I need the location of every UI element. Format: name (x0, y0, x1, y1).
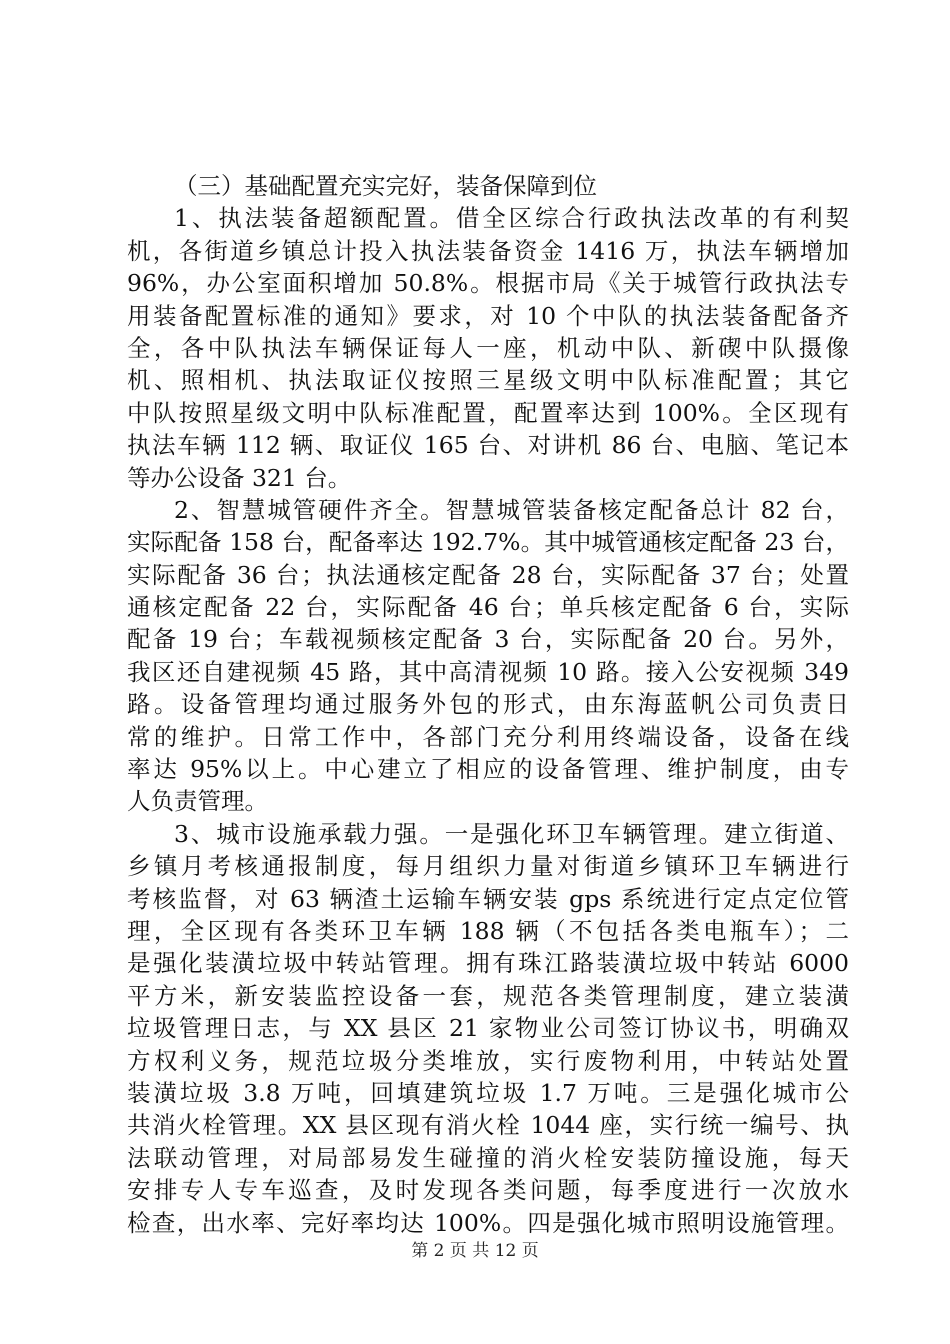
text-line: 3、城市设施承载力强。一是强化环卫车辆管理。建立街道、 (174, 819, 849, 848)
document-body (127, 170, 849, 1239)
text-line: 等办公设备 321 台。 (127, 463, 352, 492)
text-line: 人负责管理。 (127, 787, 268, 816)
section-heading: （三）基础配置充实完好，装备保障到位 (174, 172, 597, 200)
text-line: 共消火栓管理。XX 县区现有消火栓 1044 座，实行统一编号、执 (127, 1111, 849, 1140)
paragraph-1 (127, 202, 849, 494)
text-line: 96%，办公室面积增加 50.8%。根据市局《关于城管行政执法专 (127, 269, 849, 298)
text-line: 理，全区现有各类环卫车辆 188 辆（不包括各类电瓶车）；二 (127, 916, 849, 945)
text-line: 中队按照星级文明中队标准配置，配置率达到 100%。全区现有 (127, 398, 849, 427)
paragraph-3 (127, 818, 849, 1239)
text-line: 配备 19 台；车载视频核定配备 3 台，实际配备 20 台。另外， (127, 625, 849, 654)
text-line: 实际配备 36 台；执法通核定配备 28 台，实际配备 37 台；处置 (127, 560, 849, 589)
text-line: 全，各中队执法车辆保证每人一座，机动中队、新碶中队摄像 (127, 333, 849, 362)
text-line: 乡镇月考核通报制度，每月组织力量对街道乡镇环卫车辆进行 (127, 852, 849, 881)
text-line: 机，各街道乡镇总计投入执法装备资金 1416 万，执法车辆增加 (127, 236, 849, 265)
text-line: 实际配备 158 台，配备率达 192.7%。其中城管通核定配备 23 台， (127, 528, 849, 557)
text-line: 用装备配置标准的通知》要求，对 10 个中队的执法装备配备齐 (127, 301, 849, 330)
text-line: 是强化装潢垃圾中转站管理。拥有珠江路装潢垃圾中转站 6000 (127, 949, 849, 978)
paragraph-2 (127, 494, 849, 818)
text-line: 安排专人专车巡查，及时发现各类问题，每季度进行一次放水 (127, 1176, 849, 1205)
text-line: 路。设备管理均通过服务外包的形式，由东海蓝帆公司负责日 (127, 690, 849, 719)
text-line: 平方米，新安装监控设备一套，规范各类管理制度，建立装潢 (127, 981, 849, 1010)
text-line: 方权利义务，规范垃圾分类堆放，实行废物利用，中转站处置 (127, 1046, 849, 1075)
text-line: 法联动管理，对局部易发生碰撞的消火栓安装防撞设施，每天 (127, 1143, 849, 1172)
text-line: 常的维护。日常工作中，各部门充分利用终端设备，设备在线 (127, 722, 849, 751)
text-line: 机、照相机、执法取证仪按照三星级文明中队标准配置；其它 (127, 366, 849, 395)
text-line: 我区还自建视频 45 路，其中高清视频 10 路。接入公安视频 349 (127, 657, 849, 686)
text-line: 率达 95%以上。中心建立了相应的设备管理、维护制度，由专 (127, 755, 849, 784)
text-line: 2、智慧城管硬件齐全。智慧城管装备核定配备总计 82 台， (174, 495, 849, 524)
text-line: 检查，出水率、完好率均达 100%。四是强化城市照明设施管理。 (127, 1208, 849, 1237)
text-line: 1、执法装备超额配置。借全区综合行政执法改革的有利契 (174, 204, 849, 233)
text-line: 考核监督，对 63 辆渣土运输车辆安装 gps 系统进行定点定位管 (127, 884, 849, 913)
text-line: 通核定配备 22 台，实际配备 46 台；单兵核定配备 6 台，实际 (127, 593, 849, 622)
text-line: 执法车辆 112 辆、取证仪 165 台、对讲机 86 台、电脑、笔记本 (127, 431, 849, 460)
page-footer: 第 2 页 共 12 页 (411, 1241, 539, 1261)
text-line: 装潢垃圾 3.8 万吨，回填建筑垃圾 1.7 万吨。三是强化城市公 (127, 1078, 849, 1107)
text-line: 垃圾管理日志，与 XX 县区 21 家物业公司签订协议书，明确双 (127, 1014, 849, 1043)
